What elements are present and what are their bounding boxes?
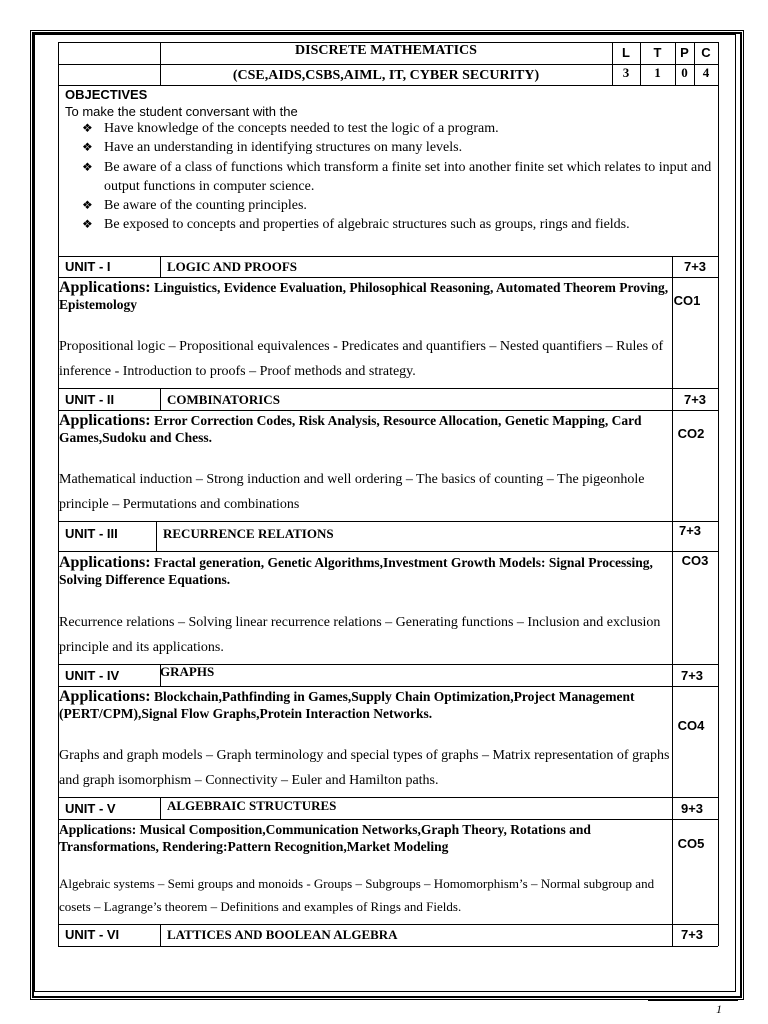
ltpc-label-l: L	[622, 45, 630, 60]
unit-4-co: CO4	[677, 718, 705, 733]
unit-2-applications: Applications: Error Correction Codes, Risk Analysis, Resource Allocation, Genetic Mapping, Card Games,Sudoku and Chess.	[59, 412, 642, 445]
objective-item: ❖ Have knowledge of the concepts needed to test the logic of a program.	[58, 119, 718, 138]
unit-2-content: Mathematical induction – Strong induction and well ordering – The basics of counting – The pigeonhole principle – Permutations and combinations	[59, 472, 645, 512]
page-number: 1	[716, 1002, 722, 1016]
unit-3-label: UNIT - III	[65, 526, 118, 541]
unit-3-hours: 7+3	[678, 523, 702, 538]
unit-3-title: RECURRENCE RELATIONS	[163, 526, 334, 541]
diamond-bullet-icon: ❖	[82, 121, 93, 135]
unit-4-content: Graphs and graph models – Graph terminology and special types of graphs – Matrix representation of graphs and graph isomorphism – Connectivity – Euler and Hamilton paths.	[59, 748, 670, 788]
ltpc-value-c: 4	[702, 65, 710, 80]
objective-item: ❖ Be exposed to concepts and properties of algebraic structures such as groups, rings and fields.	[58, 215, 718, 234]
ltpc-value-p: 0	[681, 65, 688, 80]
unit-5-content: Algebraic systems – Semi groups and monoids - Groups – Subgroups – Homomorphism’s – Normal subgroup and cosets – Lagrange’s theorem – Definitions and examples of Rings and Fields.	[59, 876, 655, 914]
unit-1-content: Propositional logic – Propositional equivalences - Predicates and quantifiers – Nested quantifiers – Rules of inference - Introduction to proofs – Proof methods and strategy.	[59, 339, 664, 379]
ltpc-value-t: 1	[654, 65, 661, 80]
unit-2-co: CO2	[677, 426, 705, 441]
footer-rule	[648, 1000, 738, 1001]
unit-5-label: UNIT - V	[65, 801, 116, 816]
unit-1-applications: Applications: Linguistics, Evidence Evaluation, Philosophical Reasoning, Automated Theorem Proving, Epistemology	[59, 279, 669, 312]
ltpc-label-c: C	[701, 45, 711, 60]
unit-4-title: GRAPHS	[160, 664, 215, 679]
unit-1-label: UNIT - I	[65, 259, 111, 274]
unit-4-label: UNIT - IV	[65, 668, 120, 683]
unit-1-co: CO1	[673, 293, 701, 308]
course-title: DISCRETE MATHEMATICS	[295, 43, 477, 58]
ltpc-label-p: P	[680, 45, 689, 60]
unit-2-label: UNIT - II	[65, 392, 115, 407]
unit-5-applications: Applications: Musical Composition,Communication Networks,Graph Theory, Rotations and Transformations, Rendering:Pattern Recognition,Market Modeling	[59, 822, 591, 854]
unit-1-hours: 7+3	[683, 259, 707, 274]
objective-item: ❖ Be aware of the counting principles.	[58, 196, 718, 215]
unit-5-hours: 9+3	[680, 801, 704, 816]
unit-6-label: UNIT - VI	[65, 927, 120, 942]
objective-item: ❖ Have an understanding in identifying structures on many levels.	[58, 138, 718, 157]
unit-3-content: Recurrence relations – Solving linear recurrence relations – Generating functions – Inclusion and exclusion principle and its applications.	[59, 615, 661, 655]
diamond-bullet-icon: ❖	[82, 217, 93, 232]
unit-4-hours: 7+3	[680, 668, 704, 683]
unit-6-title: LATTICES AND BOOLEAN ALGEBRA	[167, 927, 398, 942]
unit-5-co: CO5	[677, 836, 705, 851]
ltpc-label-t: T	[653, 45, 662, 60]
objectives-list	[58, 119, 718, 235]
unit-2-hours: 7+3	[683, 392, 707, 407]
unit-1-title: LOGIC AND PROOFS	[167, 259, 298, 274]
objective-item: ❖ Be aware of a class of functions which transform a finite set into another finite set which relates to input and output functions in computer science.	[82, 159, 712, 194]
course-branches: (CSE,AIDS,CSBS,AIML, IT, CYBER SECURITY)	[232, 68, 540, 83]
unit-5-title: ALGEBRAIC STRUCTURES	[167, 798, 337, 813]
unit-3-co: CO3	[681, 553, 709, 568]
unit-2-title: COMBINATORICS	[167, 392, 280, 407]
unit-6-hours: 7+3	[680, 927, 704, 942]
objectives-intro: To make the student conversant with the	[65, 104, 298, 119]
diamond-bullet-icon: ❖	[82, 159, 93, 174]
ltpc-value-l: 3	[622, 65, 630, 80]
objectives-heading: OBJECTIVES	[65, 87, 148, 102]
unit-3-applications: Applications: Fractal generation, Genetic Algorithms,Investment Growth Models: Signal Processing, Solving Difference Equations.	[59, 554, 653, 587]
unit-4-applications: Applications: Blockchain,Pathfinding in Games,Supply Chain Optimization,Project Management (PERT/CPM),Signal Flow Graphs,Protein Interaction Networks.	[59, 688, 635, 721]
diamond-bullet-icon: ❖	[82, 140, 93, 155]
diamond-bullet-icon: ❖	[82, 198, 93, 213]
